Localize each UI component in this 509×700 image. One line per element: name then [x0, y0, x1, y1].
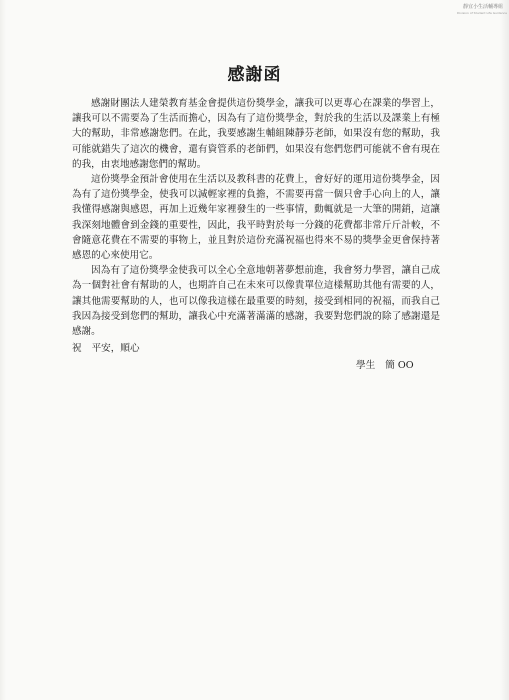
letter-body: [72, 96, 440, 339]
closing-wish: [72, 341, 140, 356]
stamp-text-english: Division of Student Life Guidance: [457, 11, 508, 15]
closing-zhu: 祝: [72, 343, 82, 354]
closing-wish-text: 平安，順心: [91, 343, 140, 354]
corner-stamp: [457, 4, 508, 16]
stamp-text-chinese: 靜宜小生活輔導組: [462, 4, 503, 10]
signature: [356, 358, 414, 373]
paragraph-3: 因為有了這份獎學金使我可以全心全意地朝著夢想前進，我會努力學習，讓自己成為一個對社會有幫助的人，也期許自己在未來可以像貴單位這樣幫助其他有需要的人，讓其他需要幫助的人，也可以像我這樣在最重要的時刻，接受到相同的祝福，而我自己我因為接受到您們的幫助，讓我心中充滿著滿滿的感謝，我要對您們說的除了感謝還是感謝。: [72, 265, 440, 338]
signature-name: 簡 OO: [385, 360, 414, 371]
paragraph-1: 感謝財團法人建榮教育基金會提供這份獎學金，讓我可以更專心在課業的學習上，讓我可以不需要為了生活而擔心，因為有了這份獎學金，對於我的生活以及課業上有極大的幫助，非常感謝您們。在此，我要感謝生輔組陳靜芬老師，如果沒有您的幫助，我可能就錯失了這次的機會，還有資管系的老師們，如果沒有您們您們可能就不會有現在的我，由衷地感謝您們的幫助。: [72, 98, 440, 170]
paragraph-2: 這份獎學金預計會使用在生活以及教科書的花費上，會好好的運用這份獎學金，因為有了這份獎學金，使我可以減輕家裡的負擔，不需要再當一個只會手心向上的人，讓我懂得感謝與感恩，再加上近幾年家裡發生的一些事情，動輒就是一大筆的開銷，這讓我深刻地體會到金錢的重要性，因此，我平時對於每一分錢的花費都非常斤斤計較，不會隨意花費在不需要的事物上，並且對於這份充滿祝福也得來不易的獎學金更會保持著感恩的心來使用它。: [72, 174, 440, 262]
signature-role: 學生: [356, 360, 376, 371]
letter-title: 感謝函: [227, 65, 282, 85]
